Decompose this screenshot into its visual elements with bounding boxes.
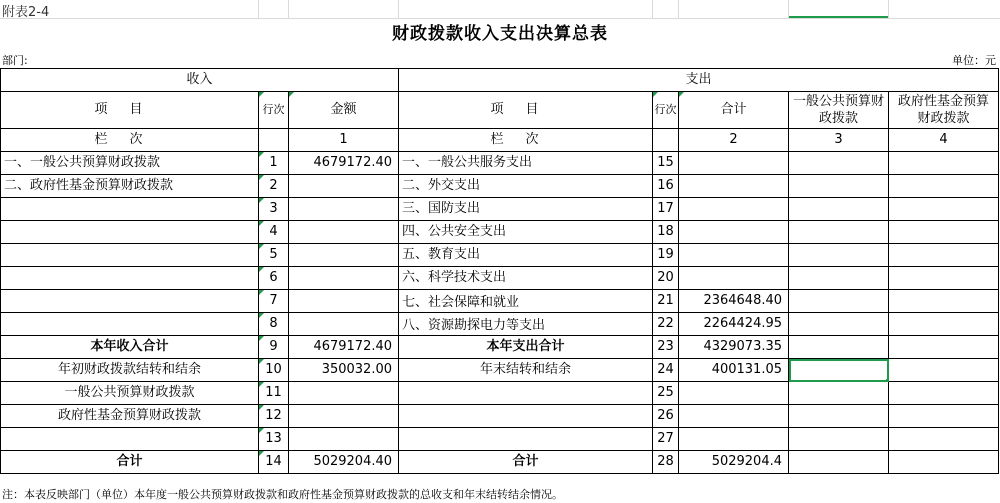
expenditure-total[interactable]	[679, 221, 789, 244]
gov-fund-header[interactable]: 政府性基金预算财政拨款	[889, 92, 999, 129]
income-amount[interactable]	[289, 267, 399, 290]
gridline	[288, 0, 289, 18]
general-budget-cell[interactable]	[789, 313, 889, 336]
gov-fund-cell[interactable]	[889, 221, 999, 244]
line-no[interactable]: 19	[653, 244, 679, 267]
gov-fund-cell[interactable]	[889, 198, 999, 221]
column-index[interactable]: 4	[889, 129, 999, 152]
table-row	[1, 405, 999, 428]
line-no[interactable]: 26	[653, 405, 679, 428]
expenditure-section-header[interactable]: 支出	[399, 69, 999, 92]
general-budget-cell[interactable]	[789, 382, 889, 405]
table-row	[1, 244, 999, 267]
income-amount[interactable]	[289, 221, 399, 244]
expenditure-item[interactable]: 合计	[399, 451, 653, 474]
table-row	[1, 267, 999, 290]
general-budget-cell[interactable]	[789, 451, 889, 474]
gov-fund-cell[interactable]	[889, 451, 999, 474]
line-no[interactable]: 4	[259, 221, 289, 244]
general-budget-cell[interactable]	[789, 428, 889, 451]
expenditure-total[interactable]	[679, 175, 789, 198]
income-amount[interactable]	[289, 290, 399, 313]
line-no[interactable]: 27	[653, 428, 679, 451]
expenditure-total[interactable]	[679, 152, 789, 175]
expenditure-total[interactable]	[679, 267, 789, 290]
gov-fund-cell[interactable]	[889, 336, 999, 359]
income-item[interactable]	[1, 221, 259, 244]
item-header[interactable]: 项目	[1, 92, 259, 129]
gov-fund-cell[interactable]	[889, 244, 999, 267]
top-row	[0, 0, 1000, 18]
line-no-header[interactable]: 行次	[259, 92, 289, 129]
expenditure-item[interactable]	[399, 405, 653, 428]
gov-fund-cell[interactable]	[889, 359, 999, 382]
gridline	[258, 0, 259, 18]
general-budget-cell[interactable]	[789, 359, 889, 382]
expenditure-total[interactable]: 2364648.40	[679, 290, 789, 313]
line-no[interactable]: 8	[259, 313, 289, 336]
income-amount[interactable]: 350032.00	[289, 359, 399, 382]
table-row	[1, 336, 999, 359]
gridline	[398, 0, 399, 18]
gov-fund-cell[interactable]	[889, 405, 999, 428]
income-item[interactable]: 合计	[1, 451, 259, 474]
unit-label[interactable]: 单位：元	[952, 54, 996, 67]
line-no[interactable]: 13	[259, 428, 289, 451]
income-section-header[interactable]: 收入	[1, 69, 399, 92]
income-item[interactable]	[1, 267, 259, 290]
gov-fund-cell[interactable]	[889, 152, 999, 175]
expenditure-total[interactable]	[679, 244, 789, 267]
income-item[interactable]: 一般公共预算财政拨款	[1, 382, 259, 405]
income-item[interactable]: 年初财政拨款结转和结余	[1, 359, 259, 382]
line-no[interactable]: 9	[259, 336, 289, 359]
footnote[interactable]: 注：本表反映部门（单位）本年度一般公共预算财政拨款和政府性基金预算财政拨款的总收支和年末结转结余情况。	[2, 488, 563, 501]
income-amount[interactable]	[289, 405, 399, 428]
income-item[interactable]: 一、一般公共预算财政拨款	[1, 152, 259, 175]
empty-cell[interactable]	[259, 129, 289, 152]
general-budget-cell[interactable]	[789, 267, 889, 290]
expenditure-item[interactable]: 年末结转和结余	[399, 359, 653, 382]
expenditure-item[interactable]	[399, 382, 653, 405]
income-item[interactable]: 政府性基金预算财政拨款	[1, 405, 259, 428]
column-index-label[interactable]: 栏次	[399, 129, 653, 152]
line-no[interactable]: 21	[653, 290, 679, 313]
general-budget-cell[interactable]	[789, 405, 889, 428]
line-no[interactable]: 6	[259, 267, 289, 290]
general-budget-header[interactable]: 一般公共预算财政拨款	[789, 92, 889, 129]
line-no[interactable]: 5	[259, 244, 289, 267]
section-header-row	[1, 69, 999, 92]
line-no[interactable]: 22	[653, 313, 679, 336]
general-budget-cell[interactable]	[789, 336, 889, 359]
income-amount[interactable]: 4679172.40	[289, 336, 399, 359]
expenditure-total[interactable]	[679, 382, 789, 405]
general-budget-cell[interactable]	[789, 152, 889, 175]
gov-fund-cell[interactable]	[889, 267, 999, 290]
line-no[interactable]: 2	[259, 175, 289, 198]
expenditure-item[interactable]: 八、资源勘探电力等支出	[399, 313, 653, 336]
expenditure-item[interactable]: 五、教育支出	[399, 244, 653, 267]
income-item[interactable]: 二、政府性基金预算财政拨款	[1, 175, 259, 198]
general-budget-cell[interactable]	[789, 244, 889, 267]
general-budget-cell[interactable]	[789, 175, 889, 198]
income-item[interactable]: 本年收入合计	[1, 336, 259, 359]
gov-fund-cell[interactable]	[889, 313, 999, 336]
expenditure-total[interactable]	[679, 428, 789, 451]
gov-fund-cell[interactable]	[889, 382, 999, 405]
column-index-row	[1, 129, 999, 152]
income-amount[interactable]	[289, 244, 399, 267]
expenditure-item[interactable]: 三、国防支出	[399, 198, 653, 221]
item-header[interactable]: 项目	[399, 92, 653, 129]
column-index[interactable]: 3	[789, 129, 889, 152]
expenditure-total[interactable]	[679, 198, 789, 221]
income-amount[interactable]	[289, 428, 399, 451]
table-row	[1, 290, 999, 313]
income-item[interactable]	[1, 290, 259, 313]
income-amount[interactable]: 5029204.40	[289, 451, 399, 474]
expenditure-total[interactable]: 400131.05	[679, 359, 789, 382]
column-index[interactable]: 1	[289, 129, 399, 152]
gov-fund-cell[interactable]	[889, 428, 999, 451]
table-row	[1, 359, 999, 382]
amount-header[interactable]: 金额	[289, 92, 399, 129]
sheet-label[interactable]: 附表2-4	[2, 5, 50, 20]
income-amount[interactable]	[289, 313, 399, 336]
general-budget-cell[interactable]	[789, 221, 889, 244]
line-no[interactable]: 14	[259, 451, 289, 474]
income-item[interactable]	[1, 428, 259, 451]
gov-fund-cell[interactable]	[889, 175, 999, 198]
general-budget-cell[interactable]	[789, 198, 889, 221]
line-no[interactable]: 7	[259, 290, 289, 313]
line-no[interactable]: 15	[653, 152, 679, 175]
gridline	[888, 0, 889, 18]
line-no[interactable]: 12	[259, 405, 289, 428]
table-row	[1, 451, 999, 474]
gov-fund-cell[interactable]	[889, 290, 999, 313]
total-header[interactable]: 合计	[679, 92, 789, 129]
expenditure-total[interactable]	[679, 405, 789, 428]
line-no[interactable]: 18	[653, 221, 679, 244]
expenditure-item[interactable]: 四、公共安全支出	[399, 221, 653, 244]
income-item[interactable]	[1, 244, 259, 267]
department-label[interactable]: 部门:	[2, 54, 28, 67]
selected-cell-indicator	[789, 0, 888, 18]
line-no[interactable]: 20	[653, 267, 679, 290]
column-header-row	[1, 92, 999, 129]
table-row	[1, 382, 999, 405]
income-item[interactable]	[1, 198, 259, 221]
general-budget-cell[interactable]	[789, 290, 889, 313]
expenditure-item[interactable]: 七、社会保障和就业	[399, 290, 653, 313]
gridline	[652, 0, 653, 18]
expenditure-item[interactable]: 二、外交支出	[399, 175, 653, 198]
line-no[interactable]: 11	[259, 382, 289, 405]
expenditure-item[interactable]	[399, 428, 653, 451]
column-index[interactable]: 2	[679, 129, 789, 152]
table-row	[1, 221, 999, 244]
table-row	[1, 428, 999, 451]
income-amount[interactable]	[289, 382, 399, 405]
line-no[interactable]: 10	[259, 359, 289, 382]
income-amount[interactable]: 4679172.40	[289, 152, 399, 175]
table-row	[1, 313, 999, 336]
line-no[interactable]: 25	[653, 382, 679, 405]
report-title[interactable]: 财政拨款收入支出决算总表	[392, 24, 608, 44]
line-no[interactable]: 17	[653, 198, 679, 221]
column-index-label[interactable]: 栏次	[1, 129, 259, 152]
income-amount[interactable]	[289, 175, 399, 198]
line-no[interactable]: 1	[259, 152, 289, 175]
table-row	[1, 175, 999, 198]
table-row	[1, 152, 999, 175]
expenditure-total[interactable]: 2264424.95	[679, 313, 789, 336]
expenditure-total[interactable]: 5029204.4	[679, 451, 789, 474]
expenditure-item[interactable]: 六、科学技术支出	[399, 267, 653, 290]
report-table	[0, 68, 999, 474]
gridline	[678, 0, 679, 18]
line-no[interactable]: 28	[653, 451, 679, 474]
income-item[interactable]	[1, 313, 259, 336]
empty-cell[interactable]	[653, 129, 679, 152]
table-row	[1, 198, 999, 221]
line-no[interactable]: 23	[653, 336, 679, 359]
line-no[interactable]: 3	[259, 198, 289, 221]
income-amount[interactable]	[289, 198, 399, 221]
line-no[interactable]: 16	[653, 175, 679, 198]
expenditure-item[interactable]: 一、一般公共服务支出	[399, 152, 653, 175]
expenditure-item[interactable]: 本年支出合计	[399, 336, 653, 359]
line-no-header[interactable]: 行次	[653, 92, 679, 129]
expenditure-total[interactable]: 4329073.35	[679, 336, 789, 359]
line-no[interactable]: 24	[653, 359, 679, 382]
